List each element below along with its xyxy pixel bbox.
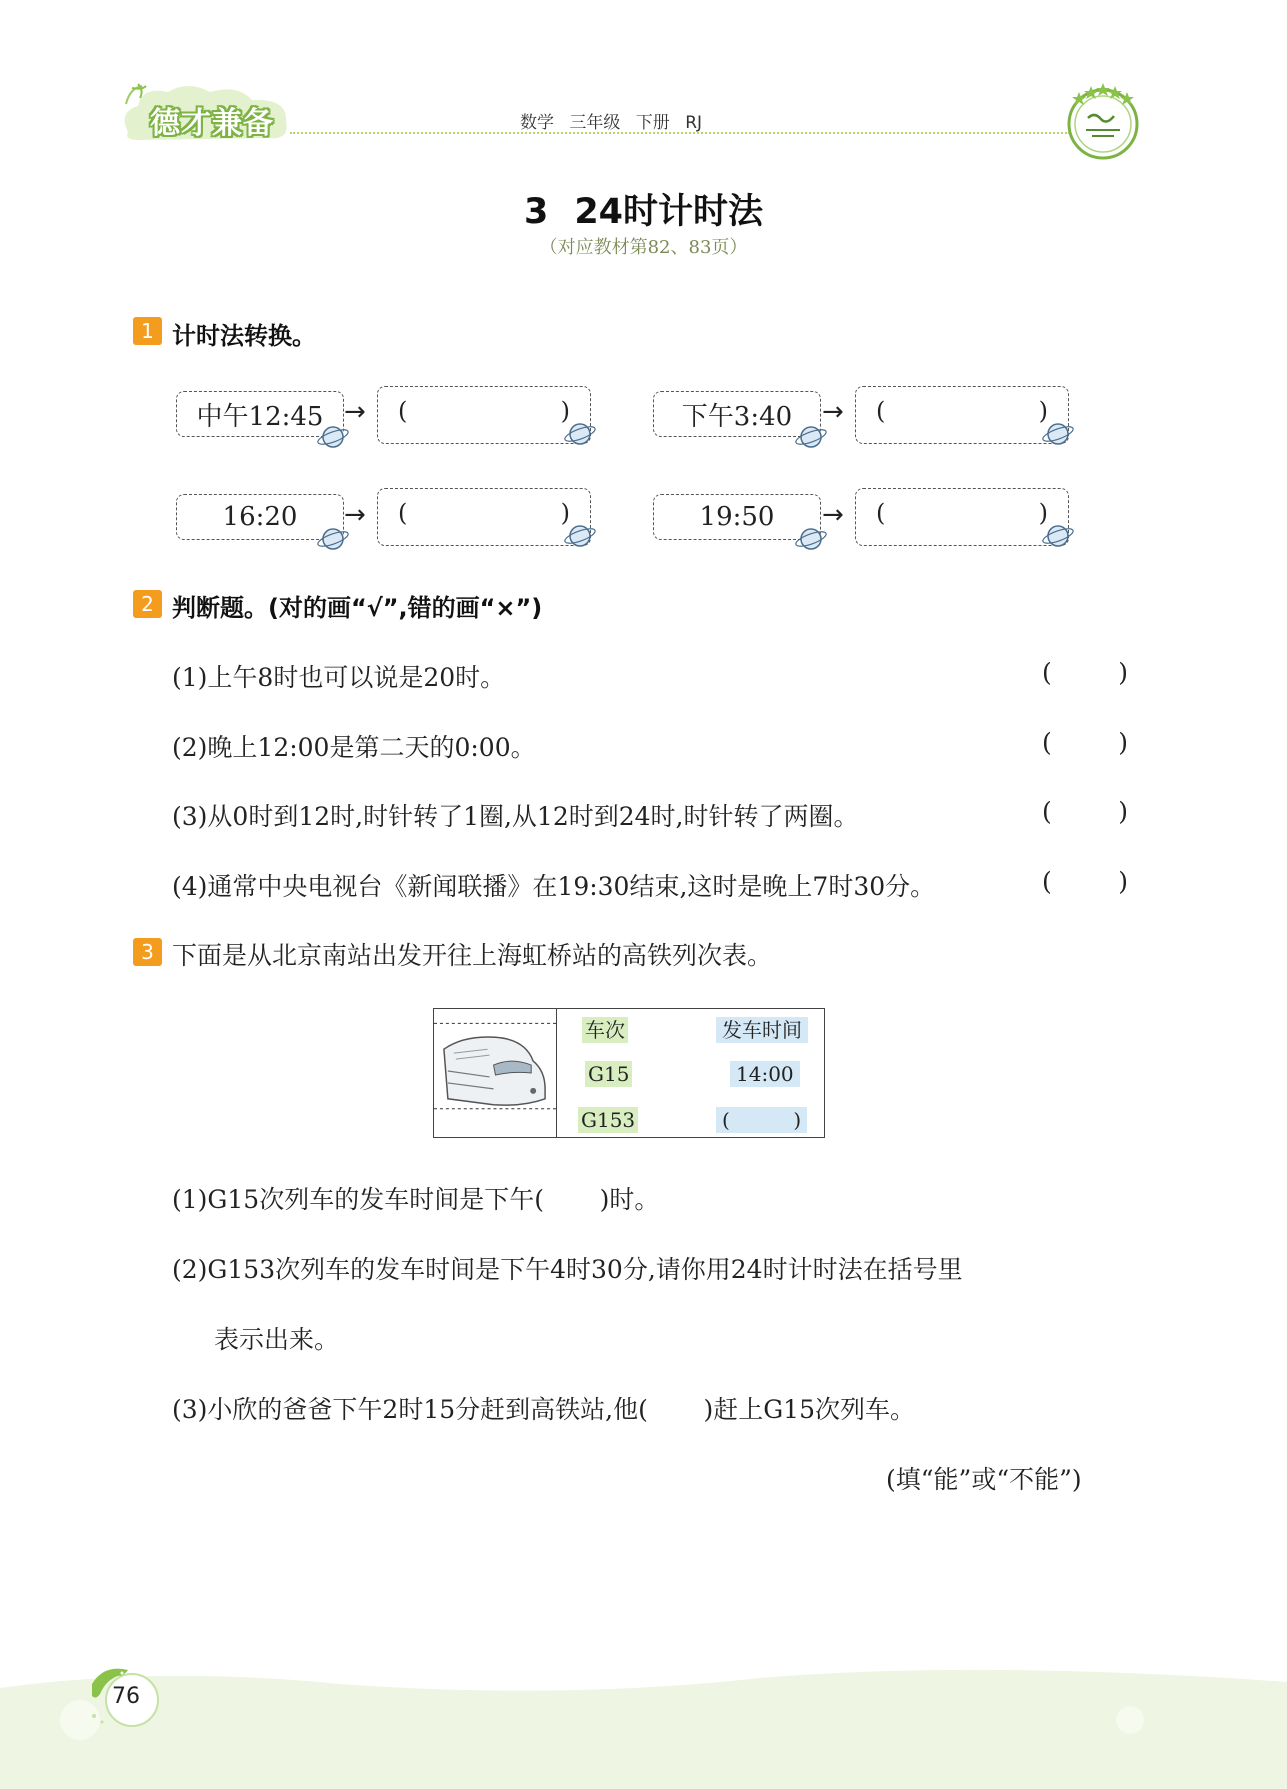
answer-box[interactable]: ( ) [855, 488, 1069, 546]
answer-box[interactable]: ( ) [855, 386, 1069, 444]
section-title-2: 判断题。(对的画“√”,错的画“×”) [172, 594, 543, 622]
planet-icon [1042, 520, 1076, 550]
arrow-icon: → [822, 397, 844, 427]
arrow-icon: → [344, 397, 366, 427]
judgement-question-4: (4)通常中央电视台《新闻联播》在19:30结束,这时是晚上7时30分。 [172, 872, 936, 901]
train-illustration-icon [434, 1009, 557, 1137]
page-number: 76 [112, 1684, 140, 1709]
answer-parens[interactable]: ( ) [1042, 867, 1128, 896]
lesson-title-text: 24时计时法 [574, 192, 764, 232]
answer-box[interactable]: ( ) [377, 488, 591, 546]
lesson-subtitle: （对应教材第82、83页） [539, 237, 748, 258]
section-badge-3: 3 [133, 938, 162, 966]
section-title-3: 下面是从北京南站出发开往上海虹桥站的高铁列次表。 [172, 941, 773, 970]
source-time-box: 19:50 [653, 494, 821, 540]
section-badge-2: 2 [133, 590, 162, 618]
answer-box[interactable]: ( ) [377, 386, 591, 444]
book-meta: 数学 三年级 下册 RJ [520, 113, 703, 133]
section-title-1: 计时法转换。 [172, 322, 316, 350]
timetable-header-time: 发车时间 [716, 1014, 808, 1043]
arrow-icon: → [344, 500, 366, 530]
timetable-cell-train: G15 [585, 1062, 632, 1086]
train-question-2: (2)G153次列车的发车时间是下午4时30分,请你用24时计时法在括号里 [172, 1255, 963, 1284]
arrow-icon: → [822, 500, 844, 530]
planet-icon [795, 523, 829, 553]
brand-name: 德才兼备 [150, 106, 274, 141]
lesson-title [0, 184, 1287, 234]
judgement-question-1: (1)上午8时也可以说是20时。 [172, 663, 506, 692]
planet-icon [317, 421, 351, 451]
answer-parens[interactable]: ( ) [1042, 797, 1128, 826]
train-question-2-continued: 表示出来。 [214, 1325, 340, 1354]
section-badge-1: 1 [133, 317, 162, 345]
timetable-cell-time: 14:00 [730, 1062, 800, 1086]
planet-icon [564, 418, 598, 448]
planet-icon [317, 523, 351, 553]
answer-parens[interactable]: ( ) [1042, 658, 1128, 687]
planet-icon [1042, 418, 1076, 448]
train-question-3: (3)小欣的爸爸下午2时15分赶到高铁站,他( )赶上G15次列车。 [172, 1395, 915, 1424]
timetable-cell-train: G153 [578, 1108, 638, 1132]
timetable-answer-blank[interactable]: ( ) [716, 1108, 807, 1132]
judgement-question-3: (3)从0时到12时,时针转了1圈,从12时到24时,时针转了两圈。 [172, 802, 859, 831]
source-time-box: 下午3:40 [653, 391, 821, 437]
fill-instruction-note: (填“能”或“不能”) [886, 1465, 1082, 1494]
author-seal-icon [1062, 78, 1144, 164]
planet-icon [795, 421, 829, 451]
answer-parens[interactable]: ( ) [1042, 728, 1128, 757]
train-question-1: (1)G15次列车的发车时间是下午( )时。 [172, 1185, 660, 1214]
planet-icon [564, 520, 598, 550]
footer-wave [0, 1660, 1287, 1789]
source-time-box: 中午12:45 [176, 391, 344, 437]
lesson-number: 3 [523, 192, 549, 232]
judgement-question-2: (2)晚上12:00是第二天的0:00。 [172, 733, 536, 762]
source-time-box: 16:20 [176, 494, 344, 540]
timetable-header-train: 车次 [582, 1014, 628, 1043]
header-rule [290, 132, 1070, 134]
